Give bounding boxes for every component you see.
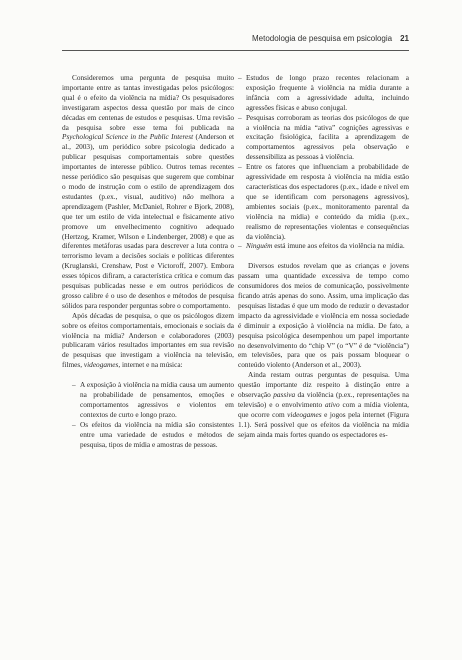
running-header — [252, 34, 409, 43]
findings-list — [72, 380, 234, 449]
header-rule — [62, 50, 409, 51]
list-item: – Os efeitos da violência na mídia são consistentes entre uma variedade de estudos e métodos de pesquisa, tipos de mídia e amostras de pessoas. — [72, 419, 234, 449]
journal-title: Psychological Science in the Public Interest — [62, 132, 194, 142]
implications-paragraph: Diversos estudos revelam que as crianças e jovens passam uma quantidade excessiva de tempo como consumidores dos meios de comunicação, possivelmente ficando atrás apenas do sono. Assim, uma implicação das pesquisas listadas é que um modo de reduzir o devastador impacto da agressividade e violência em nossa sociedade é diminuir a exposição à violência na mídia. De fato, a pesquisa psicológica desempenhou um papel importante no desenvolvimento do “chip V” (o “V” é de “violência”) em televisões, para que os pais possam bloquear o conteúdo violento (Anderson et al., 2003). — [238, 261, 409, 370]
open-questions-paragraph: Ainda restam outras perguntas de pesquisa. Uma questão importante diz respeito à distinção entre a observação passiva da violência (p.ex., representações na televisão) e o envolvimento ativo com a mídia violenta, que ocorre com videogames e jogos pela internet (Figura 1.1). Será possível que os efeitos da violência na mídia sejam ainda mais fortes quando os espectadores es- — [238, 370, 410, 439]
list-item: – Pesquisas corroboram as teorias dos psicólogos de que a violência na mídia “ativa” cognições agressivas e excitação fisiológica, facilita a aprendizagem de comportamentos agressivos pela observação e dessensibiliza as pessoas à violência. — [238, 112, 409, 162]
right-column — [238, 73, 409, 440]
left-column — [62, 73, 234, 450]
list-item: – Entre os fatores que influenciam a probabilidade de agressividade em resposta à violência na mídia estão características dos espectadores (p.ex., idade e nível em que se identificam com personagens agressivos), ambientes sociais (p.ex., monitoramento parental da violência na mídia) e conteúdo da mídia (p.ex., realismo de representações violentas e consequências da violência). — [238, 162, 409, 241]
findings-intro-paragraph: Após décadas de pesquisa, o que os psicólogos dizem sobre os efeitos comportamentais, emocionais e sociais da violência na mídia? Anderson e colaboradores (2003) publicaram vários resultados importantes em sua revisão de pesquisas que investigam a violência na televisão, filmes, videogames, internet e na música: — [62, 310, 234, 370]
list-item: – Ninguém está imune aos efeitos da violência na mídia. — [238, 241, 405, 251]
list-item: – Estudos de longo prazo recentes relacionam a exposição frequente à violência na mídia durante a infância com a agressividade adulta, incluindo agressões físicas e abuso conjugal. — [238, 73, 409, 112]
intro-paragraph: Consideremos uma pergunta de pesquisa muito importante entre as tantas investigadas pelos psicólogos: qual é o efeito da violência na mídia? Os pesquisadores investigaram aspectos dessa questão por mais de cinco décadas em centenas de estudos e pesquisas. Uma revisão da pesquisa sobre esse tema foi publicada na Psychological Science in the Public Interest (Anderson et al., 2003), um periódico sobre psicologia dedicado a publicar pesquisas comportamentais sobre questões importantes de interesse público. Outros temas recentes nesse periódico são pesquisas que sugerem que combinar o modo de instrução com o estilo de aprendizagem dos estudantes (p.ex., visual, auditivo) não melhora a aprendizagem (Pashler, McDaniel, Rohrer e Bjork, 2008), que ter um estilo de vida intelectual e fisicamente ativo promove um envelhecimento cognitivo adequado (Hertzog, Kramer, Wilson e Lindenberger, 2008) e que as diferentes metáforas usadas para descrever a luta contra o terrorismo levam a decisões sociais e políticas diferentes (Kruglanski, Crenshaw, Post e Victoroff, 2007). Embora esses tópicos difiram, a característica crítica e comum das pesquisas publicadas nesse e em outros periódicos de grosso calibre é o uso de desenhos e métodos de pesquisa sólidos para responder perguntas sobre o comportamento. — [62, 73, 234, 310]
page-number: 21 — [400, 34, 409, 43]
list-item: – A exposição à violência na mídia causa um aumento na probabilidade de pensamentos, emoções e comportamentos agressivos e violentos em contextos de curto e longo prazo. — [72, 380, 234, 419]
findings-list-continued — [238, 73, 409, 251]
running-header-title: Metodologia de pesquisa em psicologia — [252, 34, 393, 43]
